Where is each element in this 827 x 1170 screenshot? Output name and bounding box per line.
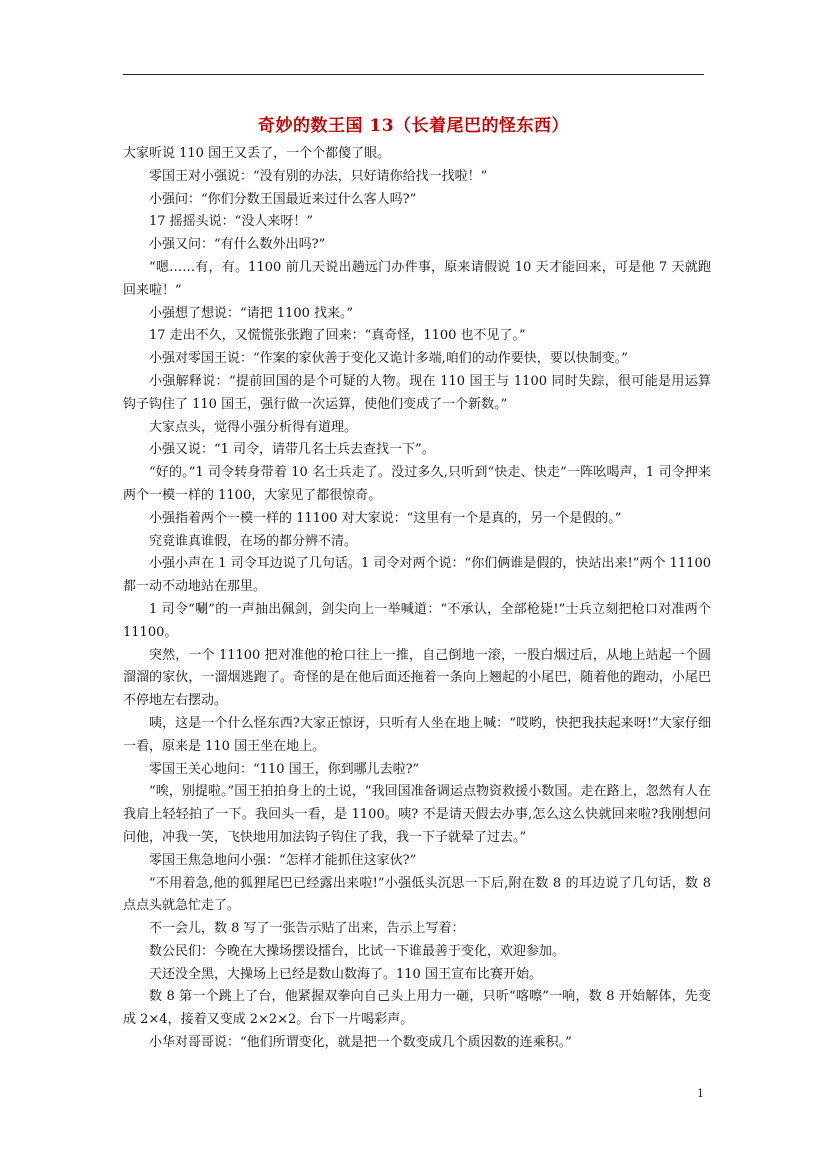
- paragraph: 17 摇摇头说：“没人来呀！”: [149, 214, 313, 230]
- paragraph: 零国王关心地问：“110 国王，你到哪儿去啦?”: [149, 761, 420, 777]
- paragraph: 天还没全黑，大操场上已经是数山数海了。110 国王宣布比赛开始。: [149, 966, 542, 982]
- document-body: [123, 143, 711, 1055]
- paragraph: “嗯……有，有。1100 前几天说出趟远门办件事，原来请假说 10 天才能回来，可是他 7 天就跑回来啦！”: [123, 259, 711, 298]
- paragraph: 小强解释说：“提前回国的是个可疑的人物。现在 110 国王与 1100 同时失踪，很可能是用运算钩子钩住了 110 国王，强行做一次运算，使他们变成了一个新数。”: [123, 373, 711, 412]
- paragraph: 小强又说：“1 司令，请带几名士兵去查找一下”。: [149, 442, 435, 458]
- paragraph: 小强指着两个一模一样的 11100 对大家说：“这里有一个是真的，另一个是假的。”: [149, 510, 622, 526]
- paragraph: 零国王对小强说：“没有别的办法，只好请你给找一找啦！”: [149, 168, 488, 184]
- paragraph: 小强想了想说：“请把 1100 找来。”: [149, 305, 354, 321]
- paragraph: 数公民们：今晚在大操场摆设擂台，比试一下谁最善于变化，欢迎参加。: [149, 943, 566, 959]
- document-title: 奇妙的数王国 13（长着尾巴的怪东西）: [257, 116, 570, 136]
- paragraph: 小强问：“你们分数王国最近来过什么客人吗?”: [149, 191, 417, 207]
- paragraph: 数 8 第一个跳上了台，他紧握双拳向自己头上用力一砸，只听“喀嚓”一响，数 8 开始解体，先变成 2×4，接着又变成 2×2×2。台下一片喝彩声。: [123, 989, 711, 1028]
- paragraph: 小强对零国王说：“作案的家伙善于变化又诡计多端,咱们的动作要快，要以快制变。”: [149, 351, 628, 367]
- paragraph: “不用着急,他的狐狸尾巴已经露出来啦!”小强低头沉思一下后,附在数 8 的耳边说了几句话，数 8 点点头就急忙走了。: [123, 875, 711, 914]
- paragraph: 零国王焦急地问小强：“怎样才能抓住这家伙?”: [149, 852, 417, 868]
- header-rule: [123, 74, 704, 75]
- page-number: 1: [697, 1087, 704, 1100]
- paragraph: 究竟谁真谁假，在场的都分辨不清。: [149, 533, 358, 549]
- paragraph: 小强小声在 1 司令耳边说了几句话。1 司令对两个说：“你们俩谁是假的，快站出来!”两个 11100 都一动不动地站在那里。: [123, 556, 711, 595]
- paragraph: 大家点头，觉得小强分析得有道理。: [149, 419, 358, 435]
- paragraph: 不一会儿，数 8 写了一张告示贴了出来，告示上写着：: [149, 921, 465, 937]
- paragraph: 1 司令“唰”的一声抽出佩剑，剑尖向上一举喊道：“不承认，全部枪毙!”士兵立刻把枪口对准两个 11100。: [123, 601, 711, 640]
- paragraph: 突然，一个 11100 把对准他的枪口往上一推，自己倒地一滚，一股白烟过后，从地上站起一个圆溜溜的家伙，一溜烟逃跑了。奇怪的是在他后面还拖着一条向上翘起的小尾巴，随着他的跑动，小尾巴不停地左右摆动。: [123, 647, 711, 709]
- paragraph: 小华对哥哥说：“他们所谓变化，就是把一个数变成几个质因数的连乘积。”: [149, 1035, 572, 1051]
- paragraph: “唉，别提啦。”国王拍拍身上的土说，“我回国准备调运点物资救援小数国。走在路上，忽然有人在我肩上轻轻拍了一下。我回头一看，是 1100。咦? 不是请天假去办事,怎么这么快就回来啦?我刚想问问他，冲我一笑，飞快地用加法钩子钩住了我，我一下子就晕了过去。”: [123, 784, 711, 845]
- paragraph: 咦，这是一个什么怪东西?大家正惊讶，只听有人坐在地上喊：“哎哟，快把我扶起来呀!”大家仔细一看，原来是 110 国王坐在地上。: [123, 715, 711, 754]
- paragraph: 17 走出不久，又慌慌张张跑了回来：“真奇怪，1100 也不见了。”: [149, 328, 526, 344]
- paragraph: 小强又问：“有什么数外出吗?”: [149, 237, 326, 253]
- paragraph: 大家听说 110 国王又丢了，一个个都傻了眼。: [123, 146, 391, 161]
- paragraph: “好的。”1 司令转身带着 10 名士兵走了。没过多久,只听到“快走、快走”一阵吆喝声，1 司令押来两个一模一样的 1100，大家见了都很惊奇。: [123, 465, 711, 503]
